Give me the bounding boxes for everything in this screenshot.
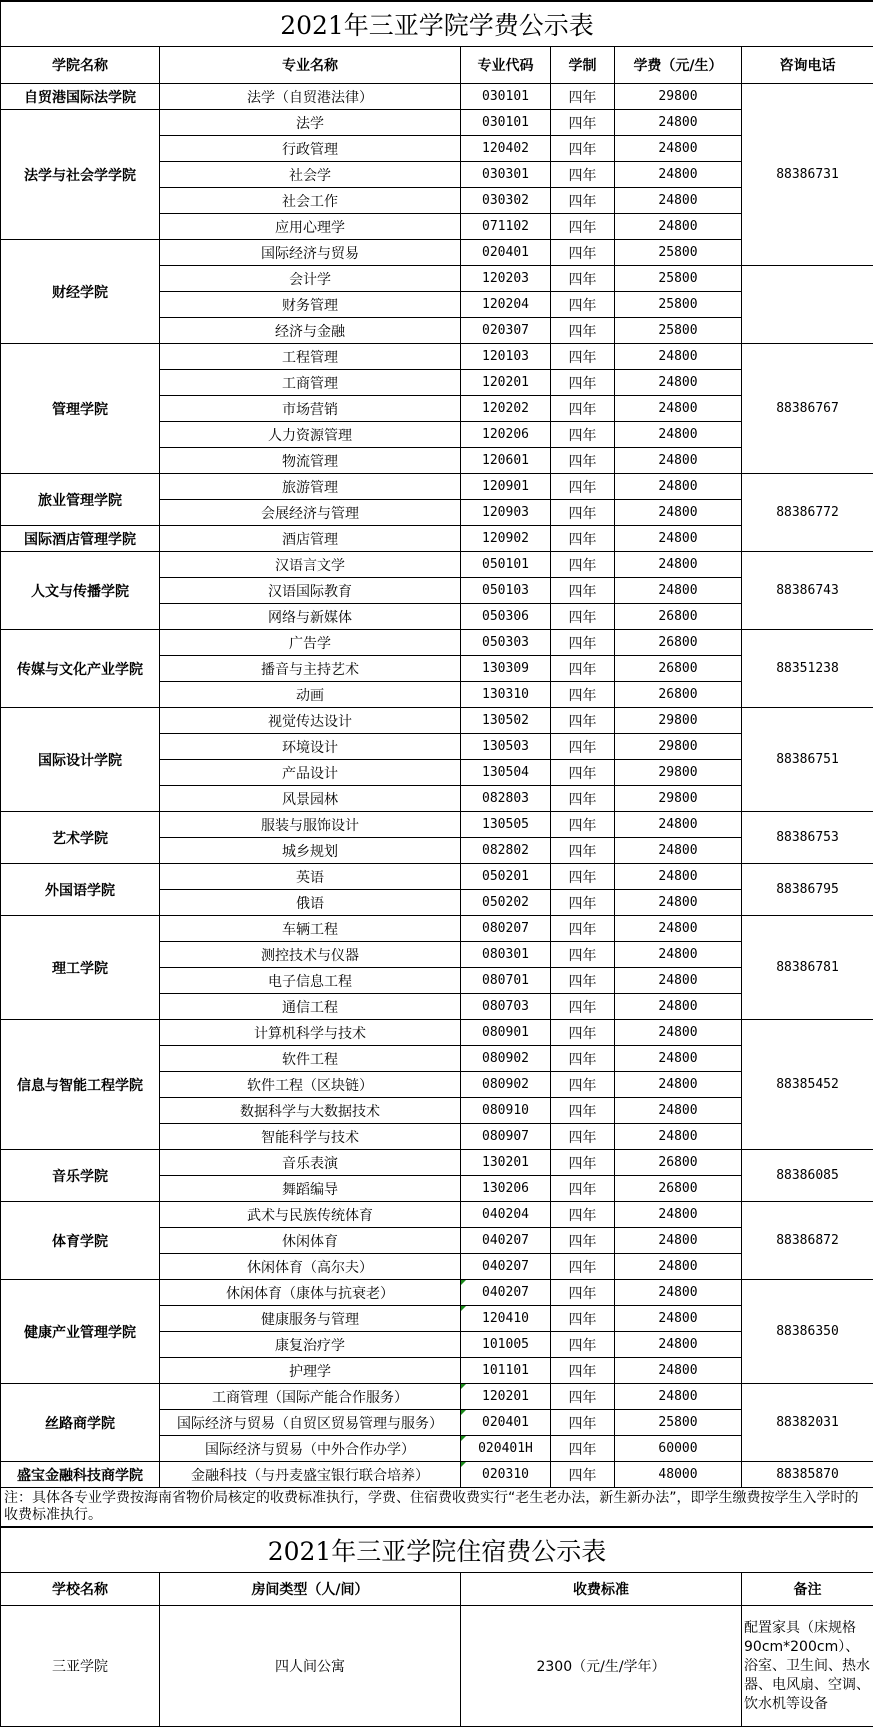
consult-phone: 88386085: [742, 1150, 873, 1202]
tuition-fee: 24800: [615, 526, 742, 552]
tuition-fee: 29800: [615, 760, 742, 786]
duration: 四年: [551, 708, 615, 734]
dorm-table: [0, 1527, 873, 1727]
major-code: 080901: [461, 1020, 551, 1046]
major-code: 020307: [461, 318, 551, 344]
tuition-fee: 29800: [615, 84, 742, 110]
major-code: 071102: [461, 214, 551, 240]
duration: 四年: [551, 942, 615, 968]
major-name: 酒店管理: [160, 526, 461, 552]
duration: 四年: [551, 1124, 615, 1150]
tuition-fee: 29800: [615, 786, 742, 812]
major-name: 工商管理: [160, 370, 461, 396]
table-row: [1, 84, 873, 110]
college-name: 体育学院: [1, 1202, 160, 1280]
duration: 四年: [551, 1072, 615, 1098]
duration: 四年: [551, 1410, 615, 1436]
note-row: [1, 1488, 873, 1527]
major-code: 050303: [461, 630, 551, 656]
major-name: 国际经济与贸易（中外合作办学）: [160, 1436, 461, 1462]
major-code: 050201: [461, 864, 551, 890]
major-name: 应用心理学: [160, 214, 461, 240]
duration: 四年: [551, 968, 615, 994]
duration: 四年: [551, 1280, 615, 1306]
major-code: 130502: [461, 708, 551, 734]
consult-phone: 88386743: [742, 552, 873, 630]
major-name: 广告学: [160, 630, 461, 656]
tuition-fee: 60000: [615, 1436, 742, 1462]
duration: 四年: [551, 786, 615, 812]
tuition-fee: 29800: [615, 708, 742, 734]
tuition-body: [1, 84, 873, 1488]
college-name: 丝路商学院: [1, 1384, 160, 1462]
consult-phone: 88386751: [742, 708, 873, 812]
major-code: 120901: [461, 474, 551, 500]
tuition-fee: 26800: [615, 630, 742, 656]
major-code: 080703: [461, 994, 551, 1020]
tuition-fee: 25800: [615, 318, 742, 344]
duration: 四年: [551, 292, 615, 318]
college-name: 国际酒店管理学院: [1, 526, 160, 552]
major-name: 法学（自贸港法律）: [160, 84, 461, 110]
duration: 四年: [551, 500, 615, 526]
dorm-table-title: 2021年三亚学院住宿费公示表: [1, 1528, 873, 1573]
college-name: 管理学院: [1, 344, 160, 474]
major-code: 030101: [461, 84, 551, 110]
major-name: 健康服务与管理: [160, 1306, 461, 1332]
major-name: 工商管理（国际产能合作服务）: [160, 1384, 461, 1410]
duration: 四年: [551, 578, 615, 604]
tuition-header-row: [1, 47, 873, 84]
tuition-note: 注：具体各专业学费按海南省物价局核定的收费标准执行，学费、住宿费收费实行“老生老办法，新生新办法”，即学生缴费按学生入学时的收费标准执行。: [1, 1488, 873, 1527]
tuition-fee: 24800: [615, 162, 742, 188]
duration: 四年: [551, 266, 615, 292]
college-name: 法学与社会学学院: [1, 110, 160, 240]
duration: 四年: [551, 188, 615, 214]
duration: 四年: [551, 474, 615, 500]
major-name: 旅游管理: [160, 474, 461, 500]
duration: 四年: [551, 84, 615, 110]
consult-phone: 88386872: [742, 1202, 873, 1280]
consult-phone: 88386753: [742, 812, 873, 864]
tuition-fee: 24800: [615, 1098, 742, 1124]
major-code: 120206: [461, 422, 551, 448]
duration: 四年: [551, 1098, 615, 1124]
duration: 四年: [551, 1254, 615, 1280]
major-code: 080701: [461, 968, 551, 994]
tuition-fee: 24800: [615, 1228, 742, 1254]
major-code: 120201: [461, 1384, 551, 1410]
major-code: 130201: [461, 1150, 551, 1176]
dorm-fee: 2300（元/生/学年）: [461, 1606, 742, 1727]
tuition-fee: 24800: [615, 474, 742, 500]
major-name: 智能科学与技术: [160, 1124, 461, 1150]
major-code: 130310: [461, 682, 551, 708]
tuition-fee: 24800: [615, 1124, 742, 1150]
table-row: [1, 864, 873, 890]
tuition-fee: 24800: [615, 812, 742, 838]
tuition-fee: 24800: [615, 1332, 742, 1358]
major-code: 020401: [461, 1410, 551, 1436]
major-name: 英语: [160, 864, 461, 890]
duration: 四年: [551, 656, 615, 682]
tuition-fee: 24800: [615, 942, 742, 968]
tuition-fee: 26800: [615, 656, 742, 682]
dorm-row: [1, 1606, 873, 1727]
major-name: 舞蹈编导: [160, 1176, 461, 1202]
tuition-fee: 24800: [615, 916, 742, 942]
major-name: 风景园林: [160, 786, 461, 812]
tuition-fee: 24800: [615, 344, 742, 370]
major-code: 040207: [461, 1228, 551, 1254]
college-name: 信息与智能工程学院: [1, 1020, 160, 1150]
dorm-header-school: 学校名称: [1, 1573, 160, 1606]
table-row: [1, 474, 873, 500]
tuition-fee: 24800: [615, 422, 742, 448]
major-name: 视觉传达设计: [160, 708, 461, 734]
header-fee: 学费（元/生）: [615, 47, 742, 84]
major-code: 130503: [461, 734, 551, 760]
major-name: 社会工作: [160, 188, 461, 214]
major-code: 080907: [461, 1124, 551, 1150]
duration: 四年: [551, 1020, 615, 1046]
major-name: 工程管理: [160, 344, 461, 370]
major-name: 经济与金融: [160, 318, 461, 344]
tuition-fee: 24800: [615, 136, 742, 162]
tuition-table-title: 2021年三亚学院学费公示表: [1, 1, 873, 47]
major-code: 030302: [461, 188, 551, 214]
duration: 四年: [551, 1046, 615, 1072]
tuition-fee: 25800: [615, 292, 742, 318]
major-name: 社会学: [160, 162, 461, 188]
duration: 四年: [551, 214, 615, 240]
tuition-fee: 24800: [615, 1202, 742, 1228]
major-name: 康复治疗学: [160, 1332, 461, 1358]
major-name: 财务管理: [160, 292, 461, 318]
major-name: 行政管理: [160, 136, 461, 162]
major-code: 080910: [461, 1098, 551, 1124]
dorm-header-row: [1, 1573, 873, 1606]
major-name: 法学: [160, 110, 461, 136]
major-code: 120202: [461, 396, 551, 422]
duration: 四年: [551, 1202, 615, 1228]
major-name: 汉语言文学: [160, 552, 461, 578]
major-name: 通信工程: [160, 994, 461, 1020]
table-row: [1, 1020, 873, 1046]
major-name: 网络与新媒体: [160, 604, 461, 630]
duration: 四年: [551, 526, 615, 552]
major-name: 休闲体育（康体与抗衰老）: [160, 1280, 461, 1306]
consult-phone: 88386731: [742, 84, 873, 266]
major-name: 国际经济与贸易（自贸区贸易管理与服务）: [160, 1410, 461, 1436]
major-code: 050103: [461, 578, 551, 604]
tuition-fee: 24800: [615, 1358, 742, 1384]
dorm-school: 三亚学院: [1, 1606, 160, 1727]
major-code: 120601: [461, 448, 551, 474]
duration: 四年: [551, 760, 615, 786]
major-name: 金融科技（与丹麦盛宝银行联合培养）: [160, 1462, 461, 1488]
major-name: 服装与服饰设计: [160, 812, 461, 838]
major-name: 城乡规划: [160, 838, 461, 864]
tuition-fee: 24800: [615, 1306, 742, 1332]
tuition-fee: 24800: [615, 110, 742, 136]
major-name: 数据科学与大数据技术: [160, 1098, 461, 1124]
table-row: [1, 344, 873, 370]
major-name: 播音与主持艺术: [160, 656, 461, 682]
major-code: 120203: [461, 266, 551, 292]
major-code: 040207: [461, 1280, 551, 1306]
duration: 四年: [551, 1150, 615, 1176]
major-name: 环境设计: [160, 734, 461, 760]
tuition-fee: 29800: [615, 734, 742, 760]
duration: 四年: [551, 110, 615, 136]
duration: 四年: [551, 396, 615, 422]
tuition-fee: 24800: [615, 1280, 742, 1306]
dorm-header-fee: 收费标准: [461, 1573, 742, 1606]
tuition-fee: 24800: [615, 864, 742, 890]
dorm-header-room-type: 房间类型（人/间）: [160, 1573, 461, 1606]
tuition-fee: 25800: [615, 1410, 742, 1436]
major-code: 030301: [461, 162, 551, 188]
tuition-fee: 24800: [615, 370, 742, 396]
major-code: 050101: [461, 552, 551, 578]
major-code: 020401H: [461, 1436, 551, 1462]
tuition-fee: 24800: [615, 214, 742, 240]
duration: 四年: [551, 812, 615, 838]
consult-phone: 88351238: [742, 630, 873, 708]
tuition-fee: 24800: [615, 1020, 742, 1046]
major-name: 电子信息工程: [160, 968, 461, 994]
major-name: 汉语国际教育: [160, 578, 461, 604]
header-code: 专业代码: [461, 47, 551, 84]
tuition-fee: 24800: [615, 1384, 742, 1410]
college-name: 国际设计学院: [1, 708, 160, 812]
header-phone: 咨询电话: [742, 47, 873, 84]
dorm-header-remark: 备注: [742, 1573, 873, 1606]
table-row: [1, 1150, 873, 1176]
major-name: 会计学: [160, 266, 461, 292]
consult-phone: 88386795: [742, 864, 873, 916]
tuition-fee: 26800: [615, 604, 742, 630]
major-name: 产品设计: [160, 760, 461, 786]
major-code: 030101: [461, 110, 551, 136]
major-code: 101005: [461, 1332, 551, 1358]
duration: 四年: [551, 916, 615, 942]
tuition-fee: 25800: [615, 240, 742, 266]
table-row: [1, 916, 873, 942]
table-row: [1, 708, 873, 734]
major-name: 测控技术与仪器: [160, 942, 461, 968]
major-name: 俄语: [160, 890, 461, 916]
major-code: 120903: [461, 500, 551, 526]
table-row: [1, 1384, 873, 1410]
duration: 四年: [551, 136, 615, 162]
major-name: 护理学: [160, 1358, 461, 1384]
consult-phone: 88382031: [742, 1384, 873, 1462]
major-code: 120103: [461, 344, 551, 370]
table-row: [1, 1280, 873, 1306]
duration: 四年: [551, 422, 615, 448]
major-code: 130504: [461, 760, 551, 786]
tuition-fee: 24800: [615, 448, 742, 474]
duration: 四年: [551, 318, 615, 344]
major-code: 020310: [461, 1462, 551, 1488]
major-code: 020401: [461, 240, 551, 266]
duration: 四年: [551, 1462, 615, 1488]
tuition-fee: 24800: [615, 578, 742, 604]
tuition-fee: 24800: [615, 890, 742, 916]
major-name: 物流管理: [160, 448, 461, 474]
tuition-fee: 25800: [615, 266, 742, 292]
major-code: 050306: [461, 604, 551, 630]
consult-phone: 88385452: [742, 1020, 873, 1150]
tuition-fee: 24800: [615, 188, 742, 214]
duration: 四年: [551, 630, 615, 656]
major-code: 080902: [461, 1046, 551, 1072]
major-code: 101101: [461, 1358, 551, 1384]
college-name: 理工学院: [1, 916, 160, 1020]
major-name: 会展经济与管理: [160, 500, 461, 526]
tuition-fee: 26800: [615, 1150, 742, 1176]
major-code: 120402: [461, 136, 551, 162]
college-name: 旅业管理学院: [1, 474, 160, 526]
duration: 四年: [551, 1306, 615, 1332]
duration: 四年: [551, 604, 615, 630]
header-major: 专业名称: [160, 47, 461, 84]
consult-phone: 88386781: [742, 916, 873, 1020]
major-name: 人力资源管理: [160, 422, 461, 448]
college-name: 艺术学院: [1, 812, 160, 864]
major-name: 音乐表演: [160, 1150, 461, 1176]
duration: 四年: [551, 890, 615, 916]
college-name: 盛宝金融科技商学院: [1, 1462, 160, 1488]
tuition-fee: 24800: [615, 838, 742, 864]
table-row: [1, 552, 873, 578]
major-name: 国际经济与贸易: [160, 240, 461, 266]
duration: 四年: [551, 994, 615, 1020]
tuition-fee: 24800: [615, 994, 742, 1020]
college-name: 外国语学院: [1, 864, 160, 916]
duration: 四年: [551, 344, 615, 370]
duration: 四年: [551, 1384, 615, 1410]
header-duration: 学制: [551, 47, 615, 84]
college-name: 传媒与文化产业学院: [1, 630, 160, 708]
tuition-fee: 24800: [615, 552, 742, 578]
duration: 四年: [551, 864, 615, 890]
duration: 四年: [551, 370, 615, 396]
major-name: 车辆工程: [160, 916, 461, 942]
duration: 四年: [551, 838, 615, 864]
tuition-fee: 26800: [615, 682, 742, 708]
duration: 四年: [551, 682, 615, 708]
tuition-fee: 24800: [615, 1046, 742, 1072]
tuition-fee: 24800: [615, 1254, 742, 1280]
major-name: 休闲体育（高尔夫）: [160, 1254, 461, 1280]
major-name: 软件工程（区块链）: [160, 1072, 461, 1098]
major-code: 080902: [461, 1072, 551, 1098]
table-row: [1, 630, 873, 656]
duration: 四年: [551, 1176, 615, 1202]
duration: 四年: [551, 1332, 615, 1358]
tuition-fee: 24800: [615, 968, 742, 994]
college-name: 人文与传播学院: [1, 552, 160, 630]
tuition-fee: 24800: [615, 500, 742, 526]
major-code: 130309: [461, 656, 551, 682]
major-name: 计算机科学与技术: [160, 1020, 461, 1046]
duration: 四年: [551, 240, 615, 266]
duration: 四年: [551, 1358, 615, 1384]
table-row: [1, 812, 873, 838]
duration: 四年: [551, 162, 615, 188]
major-name: 动画: [160, 682, 461, 708]
major-name: 武术与民族传统体育: [160, 1202, 461, 1228]
major-name: 市场营销: [160, 396, 461, 422]
college-name: 财经学院: [1, 240, 160, 344]
duration: 四年: [551, 448, 615, 474]
tuition-fee: 26800: [615, 1176, 742, 1202]
header-college: 学院名称: [1, 47, 160, 84]
major-code: 040204: [461, 1202, 551, 1228]
major-code: 040207: [461, 1254, 551, 1280]
consult-phone: 88386350: [742, 1280, 873, 1384]
consult-phone: 88386767: [742, 344, 873, 474]
major-code: 130206: [461, 1176, 551, 1202]
major-code: 120410: [461, 1306, 551, 1332]
tuition-fee: 24800: [615, 1072, 742, 1098]
tuition-fee: 24800: [615, 396, 742, 422]
consult-phone: 88386772: [742, 474, 873, 552]
college-name: 音乐学院: [1, 1150, 160, 1202]
college-name: 自贸港国际法学院: [1, 84, 160, 110]
duration: 四年: [551, 734, 615, 760]
major-code: 080301: [461, 942, 551, 968]
duration: 四年: [551, 1228, 615, 1254]
major-code: 082802: [461, 838, 551, 864]
major-code: 082803: [461, 786, 551, 812]
major-name: 休闲体育: [160, 1228, 461, 1254]
dorm-room-type: 四人间公寓: [160, 1606, 461, 1727]
dorm-remark: 配置家具（床规格90cm*200cm）、浴室、卫生间、热水器、电风扇、空调、饮水机等设备: [742, 1606, 873, 1727]
major-code: 080207: [461, 916, 551, 942]
duration: 四年: [551, 552, 615, 578]
major-code: 050202: [461, 890, 551, 916]
major-code: 120902: [461, 526, 551, 552]
consult-phone: 88385870: [742, 1462, 873, 1488]
college-name: 健康产业管理学院: [1, 1280, 160, 1384]
table-row: [1, 1202, 873, 1228]
major-name: 软件工程: [160, 1046, 461, 1072]
table-row: [1, 1462, 873, 1488]
major-code: 120201: [461, 370, 551, 396]
major-code: 130505: [461, 812, 551, 838]
major-code: 120204: [461, 292, 551, 318]
tuition-fee: 48000: [615, 1462, 742, 1488]
duration: 四年: [551, 1436, 615, 1462]
